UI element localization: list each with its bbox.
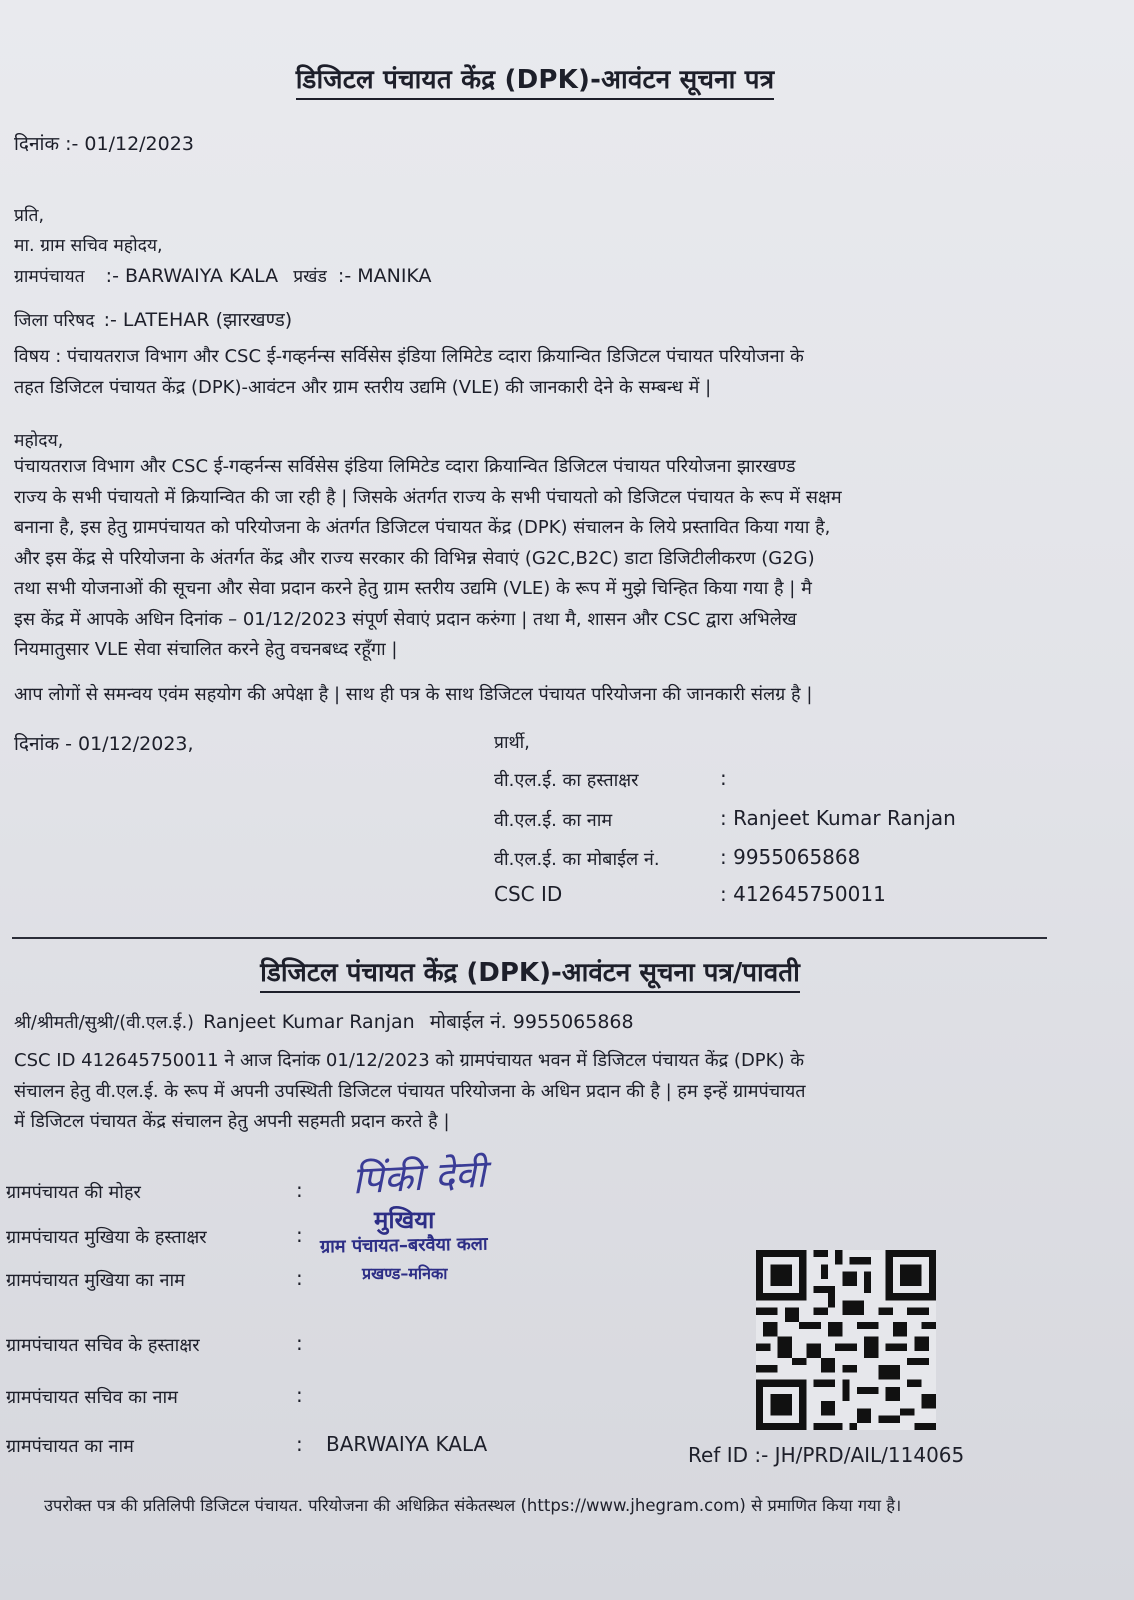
receipt-body-line: संचालन हेतु वी.एल.ई. के रूप में अपनी उपस्थिती डिजिटल पंचायत परियोजना के अधिन प्रदान की है | हम इन्हें ग्रामपंचायत	[14, 1080, 806, 1102]
field-label-seal: ग्रामपंचायत की मोहर	[6, 1182, 141, 1203]
field-colon: :	[296, 1331, 303, 1355]
field-colon: :	[296, 1223, 303, 1247]
addressee: मा. ग्राम सचिव महोदय,	[14, 236, 163, 256]
receipt-vle-line	[14, 1008, 634, 1034]
footer-note: उपरोक्त पत्र की प्रतिलिपी डिजिटल पंचायत. परियोजना की अधिक्रित संकेतस्थल (https://www.jhegram.com) से प्रमाणित किया गया है।	[44, 1496, 902, 1515]
vle-mobile-label: वी.एल.ई. का मोबाईल नं.	[494, 849, 660, 870]
vle-mobile: मोबाईल नं. 9955065868	[429, 1011, 634, 1033]
applicant-label: प्रार्थी,	[494, 733, 530, 753]
stamp-panchayat: ग्राम पंचायत–बरवैया कला	[319, 1233, 488, 1258]
panchayat-name-value: BARWAIYA KALA	[326, 1432, 488, 1456]
vle-name-label: वी.एल.ई. का नाम	[494, 810, 613, 831]
stamp-block: प्रखण्ड–मनिका	[362, 1264, 448, 1283]
body-line: इस केंद्र में आपके अधिन दिनांक – 01/12/2023 संपूर्ण सेवाएं प्रदान करुंगा | तथा मै, शासन और CSC द्वारा अभिलेख	[14, 608, 797, 630]
field-label-panchayat-name: ग्रामपंचायत का नाम	[6, 1436, 134, 1457]
field-label-secretary-name: ग्रामपंचायत सचिव का नाम	[6, 1387, 178, 1408]
gp-label: ग्रामपंचायत	[14, 267, 85, 287]
receipt-body	[14, 1046, 1054, 1138]
to-line: प्रति,	[14, 206, 45, 226]
ref-id: Ref ID :- JH/PRD/AIL/114065	[688, 1443, 965, 1467]
vle-sign-value: :	[720, 766, 727, 790]
vle-name: Ranjeet Kumar Ranjan	[203, 1011, 415, 1033]
vle-mobile-value: : 9955065868	[720, 845, 861, 869]
block-value: :- MANIKA	[337, 265, 432, 287]
vle-sign-label: वी.एल.ई. का हस्ताक्षर	[494, 770, 639, 791]
vle-prefix: श्री/श्रीमती/सुश्री/(वी.एल.ई.)	[14, 1013, 194, 1033]
vle-name-value: : Ranjeet Kumar Ranjan	[720, 806, 956, 830]
field-label-mukhiya-name: ग्रामपंचायत मुखिया का नाम	[6, 1270, 185, 1291]
qr-code-icon	[756, 1250, 936, 1430]
district-label: जिला परिषद	[14, 311, 95, 331]
closing-line: आप लोगों से समन्वय एवंम सहयोग की अपेक्षा है | साथ ही पत्र के साथ डिजिटल पंचायत परियोजना की जानकारी संलग्र है |	[14, 684, 813, 705]
stamp-mukhiya: मुखिया	[374, 1206, 435, 1234]
field-colon: :	[296, 1383, 303, 1407]
page-title: डिजिटल पंचायत केंद्र (DPK)-आवंटन सूचना पत्र	[0, 60, 1070, 96]
salutation: महोदय,	[14, 431, 64, 451]
field-label-mukhiya-sign: ग्रामपंचायत मुखिया के हस्ताक्षर	[6, 1227, 207, 1248]
gram-panchayat-line	[14, 264, 432, 288]
body-line: बनाना है, इस हेतु ग्रामपंचायत को परियोजना के अंतर्गत डिजिटल पंचायत केंद्र (DPK) संचालन के लिये प्रस्तावित किया गया है,	[14, 517, 831, 538]
mukhiya-signature: पिंकी देवी	[350, 1151, 487, 1203]
field-colon: :	[296, 1432, 303, 1456]
body-line: पंचायतराज विभाग और CSC ई-गव्हर्नन्स सर्विसेस इंडिया लिमिटेड व्दारा क्रियान्वित डिजिटल पंचायत परियोजना झारखण्ड	[14, 456, 796, 477]
subject-line: तहत डिजिटल पंचायत केंद्र (DPK)-आवंटन और ग्राम स्तरीय उद्यमि (VLE) की जानकारी देने के सम्बन्ध में |	[14, 376, 712, 398]
field-colon: :	[296, 1178, 303, 1202]
receipt-title: डिजिटल पंचायत केंद्र (DPK)-आवंटन सूचना पत्र/पावती	[0, 953, 1060, 989]
body-line: राज्य के सभी पंचायतो में क्रियान्वित की जा रही है | जिसके अंतर्गत राज्य के सभी पंचायतो को डिजिटल पंचायत के रूप में सक्षम	[14, 486, 842, 508]
date-line: दिनांक :- 01/12/2023	[14, 133, 194, 155]
field-colon: :	[296, 1266, 303, 1290]
letter-body	[14, 452, 1054, 666]
body-line: तथा सभी योजनाओं की सूचना और सेवा प्रदान करने हेतु ग्राम स्तरीय उद्यमि (VLE) के रूप में मुझे चिन्हित किया गया है | मै	[14, 578, 812, 599]
subject	[14, 342, 1054, 403]
receipt-body-line: CSC ID 412645750011 ने आज दिनांक 01/12/2023 को ग्रामपंचायत भवन में डिजिटल पंचायत केंद्र (DPK) के	[14, 1050, 805, 1071]
csc-id-value: : 412645750011	[720, 882, 886, 906]
district-line	[14, 306, 292, 332]
body-line: और इस केंद्र से परियोजना के अंतर्गत केंद्र और राज्य सरकार की विभिन्न सेवाएं (G2C,B2C) डाटा डिजिटीलीकरण (G2G)	[14, 547, 815, 569]
receipt-body-line: में डिजिटल पंचायत केंद्र संचालन हेतु अपनी सहमती प्रदान करते है |	[14, 1111, 450, 1132]
block-label: प्रखंड	[293, 267, 327, 287]
section-divider	[12, 937, 1047, 939]
field-label-secretary-sign: ग्रामपंचायत सचिव के हस्ताक्षर	[6, 1335, 200, 1356]
body-line: नियमातुसार VLE सेवा संचालित करने हेतु वचनबध्द रहूँगा |	[14, 639, 398, 660]
district-value: :- LATEHAR (झारखण्ड)	[103, 309, 293, 331]
gp-value: :- BARWAIYA KALA	[105, 265, 279, 287]
sign-date: दिनांक - 01/12/2023,	[14, 733, 194, 755]
csc-id-label: CSC ID	[494, 882, 563, 906]
subject-line: विषय : पंचायतराज विभाग और CSC ई-गव्हर्नन्स सर्विसेस इंडिया लिमिटेड व्दारा क्रियान्वित डिजिटल पंचायत परियोजना के	[14, 346, 804, 367]
